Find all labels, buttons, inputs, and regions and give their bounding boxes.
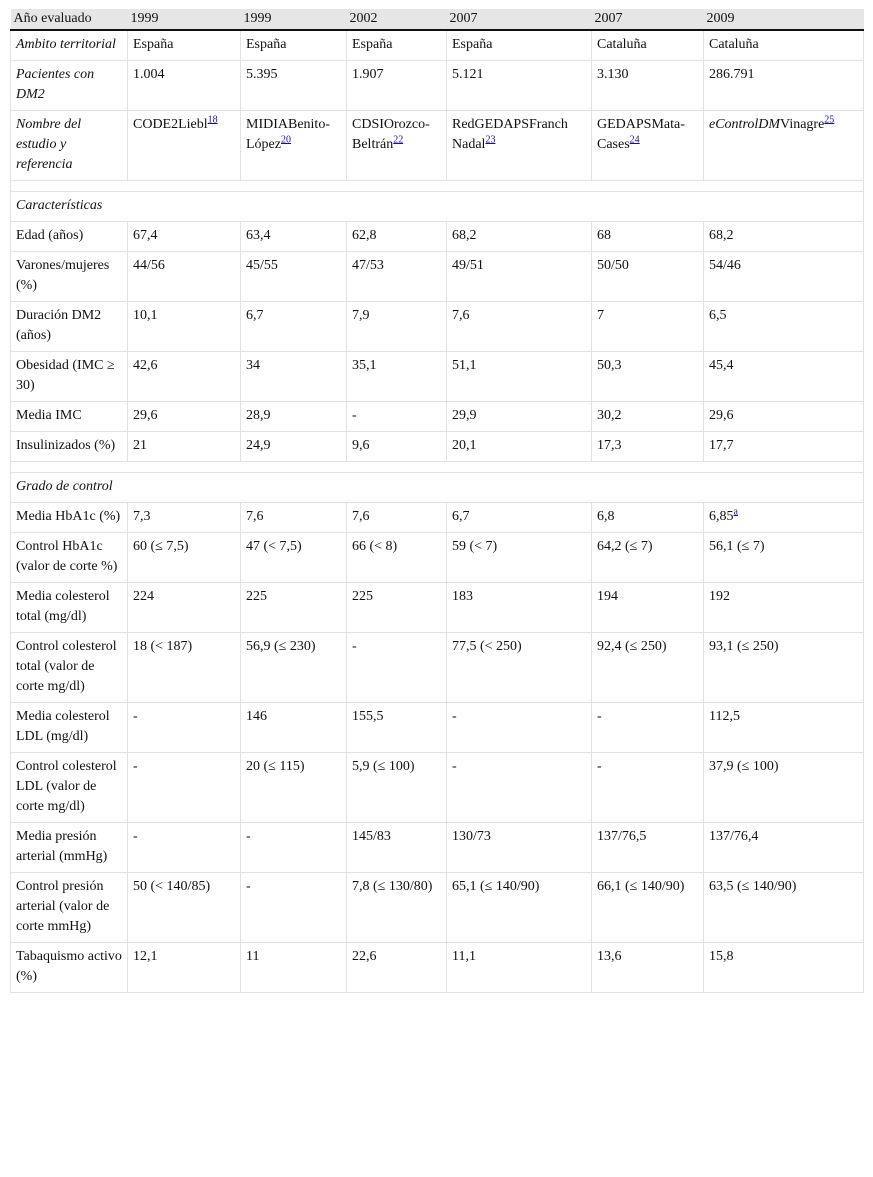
cell-value: 130/73 bbox=[452, 829, 491, 844]
cell-value: 51,1 bbox=[452, 358, 477, 373]
table-cell bbox=[592, 583, 704, 633]
spacer-row bbox=[11, 181, 864, 192]
table-cell bbox=[704, 873, 864, 943]
table-cell bbox=[128, 111, 241, 181]
cell-value: 68 bbox=[597, 228, 611, 243]
header-year: 1999 bbox=[128, 9, 241, 30]
cell-value: 3.130 bbox=[597, 67, 629, 82]
cell-value: 225 bbox=[352, 589, 373, 604]
table-cell bbox=[447, 30, 592, 61]
table-cell bbox=[347, 30, 447, 61]
table-cell bbox=[592, 222, 704, 252]
section-row bbox=[11, 192, 864, 222]
cell-value: - bbox=[246, 879, 251, 894]
table-cell bbox=[447, 222, 592, 252]
table-cell bbox=[241, 352, 347, 402]
row-label: Nombre del estudio y referencia bbox=[11, 111, 128, 181]
cell-value: - bbox=[352, 639, 357, 654]
cell-value: 6,8 bbox=[597, 509, 615, 524]
reference-sup bbox=[485, 134, 495, 145]
cell-value: 13,6 bbox=[597, 949, 622, 964]
cell-value: - bbox=[452, 709, 457, 724]
reference-sup bbox=[393, 134, 403, 145]
table-cell bbox=[704, 533, 864, 583]
table-cell bbox=[128, 252, 241, 302]
cell-value: 137/76,5 bbox=[597, 829, 647, 844]
cell-value: 29,6 bbox=[133, 408, 158, 423]
table-row bbox=[11, 61, 864, 111]
table-cell bbox=[241, 633, 347, 703]
cell-value: 47 (< 7,5) bbox=[246, 539, 302, 554]
cell-value: 63,4 bbox=[246, 228, 271, 243]
cell-value: 67,4 bbox=[133, 228, 158, 243]
cell-value: 54/46 bbox=[709, 258, 741, 273]
table-cell bbox=[241, 533, 347, 583]
table-cell bbox=[447, 703, 592, 753]
cell-value: 10,1 bbox=[133, 308, 158, 323]
table-cell bbox=[592, 402, 704, 432]
cell-value: 44/56 bbox=[133, 258, 165, 273]
table-cell bbox=[592, 753, 704, 823]
cell-value: 7,6 bbox=[452, 308, 470, 323]
cell-value: - bbox=[133, 709, 138, 724]
cell-value: 62,8 bbox=[352, 228, 377, 243]
cell-value: España bbox=[246, 37, 287, 52]
reference-link[interactable]: 18 bbox=[207, 114, 218, 126]
cell-value: 50,3 bbox=[597, 358, 622, 373]
cell-value: 6,85 bbox=[709, 509, 734, 524]
table-cell bbox=[347, 61, 447, 111]
table-cell bbox=[447, 402, 592, 432]
cell-value: 15,8 bbox=[709, 949, 734, 964]
footnote-link[interactable]: a bbox=[733, 506, 738, 518]
table-cell bbox=[347, 302, 447, 352]
cell-value: 92,4 (≤ 250) bbox=[597, 639, 667, 654]
table-cell bbox=[241, 222, 347, 252]
cell-value: 12,1 bbox=[133, 949, 158, 964]
cell-value: Cataluña bbox=[597, 37, 647, 52]
cell-value: 9,6 bbox=[352, 438, 370, 453]
table-cell bbox=[447, 753, 592, 823]
table-cell bbox=[704, 222, 864, 252]
table-cell bbox=[704, 943, 864, 993]
table-cell bbox=[128, 432, 241, 462]
table-cell bbox=[447, 633, 592, 703]
cell-value: 77,5 (< 250) bbox=[452, 639, 522, 654]
table-cell bbox=[241, 302, 347, 352]
reference-link[interactable]: 20 bbox=[280, 134, 291, 146]
table-cell bbox=[447, 302, 592, 352]
table-cell bbox=[241, 503, 347, 533]
cell-value: 112,5 bbox=[709, 709, 740, 724]
header-row bbox=[11, 9, 864, 30]
section-heading: Grado de control bbox=[11, 473, 864, 503]
cell-value: - bbox=[597, 709, 602, 724]
cell-value: 93,1 (≤ 250) bbox=[709, 639, 779, 654]
table-cell bbox=[447, 873, 592, 943]
table-cell bbox=[128, 823, 241, 873]
table-cell bbox=[128, 943, 241, 993]
table-cell bbox=[347, 943, 447, 993]
cell-value: 21 bbox=[133, 438, 147, 453]
table-cell bbox=[592, 111, 704, 181]
cell-value: 20 (≤ 115) bbox=[246, 759, 305, 774]
table-cell bbox=[447, 823, 592, 873]
cell-value: - bbox=[246, 829, 251, 844]
cell-value: España bbox=[352, 37, 393, 52]
header-year: 2002 bbox=[347, 9, 447, 30]
row-label: Ambito territorial bbox=[11, 30, 128, 61]
cell-value: 224 bbox=[133, 589, 154, 604]
footnote-sup bbox=[734, 506, 738, 517]
table-cell bbox=[592, 533, 704, 583]
table-row bbox=[11, 30, 864, 61]
table-cell bbox=[347, 703, 447, 753]
table-row bbox=[11, 402, 864, 432]
row-label: Media presión arterial (mmHg) bbox=[11, 823, 128, 873]
cell-value: 183 bbox=[452, 589, 473, 604]
table-cell bbox=[592, 302, 704, 352]
cell-value: 34 bbox=[246, 358, 260, 373]
row-label: Media HbA1c (%) bbox=[11, 503, 128, 533]
table-cell bbox=[241, 252, 347, 302]
table-cell bbox=[347, 583, 447, 633]
section-row bbox=[11, 473, 864, 503]
table-cell bbox=[592, 61, 704, 111]
cell-value: 49/51 bbox=[452, 258, 484, 273]
table-row bbox=[11, 583, 864, 633]
cell-value: 6,7 bbox=[452, 509, 470, 524]
table-cell bbox=[241, 30, 347, 61]
table-cell bbox=[241, 943, 347, 993]
cell-value: España bbox=[452, 37, 493, 52]
table-cell bbox=[704, 402, 864, 432]
cell-value: 1.004 bbox=[133, 67, 165, 82]
table-cell bbox=[347, 503, 447, 533]
table-cell bbox=[592, 633, 704, 703]
cell-value: 37,9 (≤ 100) bbox=[709, 759, 779, 774]
table-cell bbox=[704, 823, 864, 873]
header-year: 2007 bbox=[447, 9, 592, 30]
table-cell bbox=[241, 432, 347, 462]
reference-sup bbox=[208, 114, 218, 125]
diabetes-control-table bbox=[10, 9, 864, 993]
table-cell bbox=[704, 432, 864, 462]
cell-value: 56,9 (≤ 230) bbox=[246, 639, 316, 654]
table-cell bbox=[592, 873, 704, 943]
study-name: CDSIOrozco-Beltrán bbox=[352, 117, 430, 152]
cell-value: 145/83 bbox=[352, 829, 391, 844]
cell-value: 194 bbox=[597, 589, 618, 604]
cell-value: 20,1 bbox=[452, 438, 477, 453]
cell-value: 42,6 bbox=[133, 358, 158, 373]
cell-value: 29,6 bbox=[709, 408, 734, 423]
cell-value: 17,3 bbox=[597, 438, 622, 453]
table-row bbox=[11, 222, 864, 252]
cell-value: 47/53 bbox=[352, 258, 384, 273]
cell-value: 11 bbox=[246, 949, 260, 964]
table-row bbox=[11, 873, 864, 943]
table-cell bbox=[241, 753, 347, 823]
cell-value: 18 (< 187) bbox=[133, 639, 193, 654]
table-body bbox=[11, 30, 864, 993]
section-heading: Características bbox=[11, 192, 864, 222]
header-year: 1999 bbox=[241, 9, 347, 30]
table-cell bbox=[447, 352, 592, 402]
table-cell bbox=[241, 61, 347, 111]
reference-sup bbox=[281, 134, 291, 145]
cell-value: 192 bbox=[709, 589, 730, 604]
cell-value: Cataluña bbox=[709, 37, 759, 52]
cell-value: 5,9 (≤ 100) bbox=[352, 759, 415, 774]
cell-value: 45/55 bbox=[246, 258, 278, 273]
cell-value: 11,1 bbox=[452, 949, 476, 964]
table-cell bbox=[128, 352, 241, 402]
table-cell bbox=[592, 432, 704, 462]
table-cell bbox=[447, 533, 592, 583]
cell-value: 155,5 bbox=[352, 709, 384, 724]
cell-value: - bbox=[352, 408, 357, 423]
reference-link[interactable]: 24 bbox=[629, 134, 640, 146]
table-cell bbox=[128, 222, 241, 252]
cell-value: 17,7 bbox=[709, 438, 734, 453]
row-label: Control colesterol total (valor de corte mg/dl) bbox=[11, 633, 128, 703]
cell-value: 68,2 bbox=[709, 228, 734, 243]
row-label: Tabaquismo activo (%) bbox=[11, 943, 128, 993]
table-cell bbox=[241, 402, 347, 432]
cell-value: 5.395 bbox=[246, 67, 278, 82]
table-row bbox=[11, 703, 864, 753]
table-cell bbox=[704, 252, 864, 302]
cell-value: 65,1 (≤ 140/90) bbox=[452, 879, 540, 894]
cell-value: 6,7 bbox=[246, 308, 264, 323]
table-cell bbox=[592, 943, 704, 993]
table-cell bbox=[704, 111, 864, 181]
cell-value: 225 bbox=[246, 589, 267, 604]
spacer-cell bbox=[11, 181, 864, 192]
table-cell bbox=[704, 583, 864, 633]
row-label: Media IMC bbox=[11, 402, 128, 432]
cell-value: 7,8 (≤ 130/80) bbox=[352, 879, 433, 894]
table-cell bbox=[128, 633, 241, 703]
cell-value: 24,9 bbox=[246, 438, 271, 453]
cell-value: - bbox=[133, 829, 138, 844]
row-label: Varones/mujeres (%) bbox=[11, 252, 128, 302]
table-cell bbox=[128, 30, 241, 61]
table-container bbox=[10, 9, 863, 993]
cell-value: España bbox=[133, 37, 174, 52]
table-cell bbox=[704, 633, 864, 703]
row-label: Control colesterol LDL (valor de corte mg/dl) bbox=[11, 753, 128, 823]
table-cell bbox=[704, 61, 864, 111]
row-label: Media colesterol total (mg/dl) bbox=[11, 583, 128, 633]
table-cell bbox=[447, 252, 592, 302]
table-cell bbox=[128, 302, 241, 352]
row-label: Obesidad (IMC ≥ 30) bbox=[11, 352, 128, 402]
table-cell bbox=[592, 30, 704, 61]
row-label: Control presión arterial (valor de corte mmHg) bbox=[11, 873, 128, 943]
cell-value: - bbox=[452, 759, 457, 774]
table-cell bbox=[592, 703, 704, 753]
spacer-row bbox=[11, 462, 864, 473]
cell-value: 64,2 (≤ 7) bbox=[597, 539, 653, 554]
table-cell bbox=[128, 873, 241, 943]
cell-value: 7,3 bbox=[133, 509, 151, 524]
cell-value: 45,4 bbox=[709, 358, 734, 373]
cell-value: 137/76,4 bbox=[709, 829, 759, 844]
study-name: GEDAPSMata-Cases bbox=[597, 117, 685, 152]
header-year: 2007 bbox=[592, 9, 704, 30]
cell-value: 7,9 bbox=[352, 308, 370, 323]
table-cell bbox=[347, 823, 447, 873]
table-row bbox=[11, 633, 864, 703]
table-cell bbox=[447, 432, 592, 462]
table-cell bbox=[447, 61, 592, 111]
cell-value: 28,9 bbox=[246, 408, 271, 423]
table-cell bbox=[128, 753, 241, 823]
table-cell bbox=[704, 753, 864, 823]
table-cell bbox=[128, 402, 241, 432]
study-name-italic: eControlDM bbox=[709, 117, 781, 132]
cell-value: - bbox=[597, 759, 602, 774]
table-cell bbox=[704, 703, 864, 753]
table-cell bbox=[347, 432, 447, 462]
table-cell bbox=[347, 252, 447, 302]
cell-value: 50/50 bbox=[597, 258, 629, 273]
table-row bbox=[11, 352, 864, 402]
table-cell bbox=[347, 873, 447, 943]
table-cell bbox=[592, 352, 704, 402]
table-cell bbox=[704, 503, 864, 533]
table-cell bbox=[592, 503, 704, 533]
table-cell bbox=[347, 402, 447, 432]
study-name: Vinagre bbox=[780, 117, 825, 132]
cell-value: - bbox=[133, 759, 138, 774]
table-cell bbox=[347, 633, 447, 703]
table-row bbox=[11, 533, 864, 583]
study-name: MIDIABenito-López bbox=[246, 117, 330, 152]
table-cell bbox=[128, 61, 241, 111]
cell-value: 63,5 (≤ 140/90) bbox=[709, 879, 797, 894]
cell-value: 7 bbox=[597, 308, 604, 323]
table-cell bbox=[447, 111, 592, 181]
table-row bbox=[11, 823, 864, 873]
table-row bbox=[11, 302, 864, 352]
cell-value: 60 (≤ 7,5) bbox=[133, 539, 189, 554]
table-cell bbox=[347, 111, 447, 181]
table-cell bbox=[447, 503, 592, 533]
table-cell bbox=[128, 583, 241, 633]
table-cell bbox=[241, 873, 347, 943]
cell-value: 1.907 bbox=[352, 67, 384, 82]
table-cell bbox=[347, 352, 447, 402]
cell-value: 22,6 bbox=[352, 949, 377, 964]
cell-value: 146 bbox=[246, 709, 267, 724]
table-cell bbox=[704, 302, 864, 352]
table-cell bbox=[128, 503, 241, 533]
table-cell bbox=[447, 943, 592, 993]
cell-value: 5.121 bbox=[452, 67, 484, 82]
cell-value: 56,1 (≤ 7) bbox=[709, 539, 765, 554]
table-cell bbox=[592, 823, 704, 873]
cell-value: 30,2 bbox=[597, 408, 622, 423]
table-row bbox=[11, 432, 864, 462]
reference-link[interactable]: 22 bbox=[393, 134, 404, 146]
table-cell bbox=[241, 703, 347, 753]
table-cell bbox=[347, 222, 447, 252]
cell-value: 29,9 bbox=[452, 408, 477, 423]
study-name: RedGEDAPSFranch Nadal bbox=[452, 117, 568, 152]
cell-value: 68,2 bbox=[452, 228, 477, 243]
table-cell bbox=[241, 583, 347, 633]
row-label: Edad (años) bbox=[11, 222, 128, 252]
reference-link[interactable]: 25 bbox=[824, 114, 835, 126]
table-cell bbox=[347, 753, 447, 823]
reference-link[interactable]: 23 bbox=[485, 134, 496, 146]
table-cell bbox=[128, 703, 241, 753]
table-cell bbox=[704, 30, 864, 61]
row-label: Control HbA1c (valor de corte %) bbox=[11, 533, 128, 583]
cell-value: 35,1 bbox=[352, 358, 377, 373]
header-year-label: Año evaluado bbox=[11, 9, 128, 30]
spacer-cell bbox=[11, 462, 864, 473]
table-cell bbox=[128, 533, 241, 583]
table-cell bbox=[241, 823, 347, 873]
row-label: Media colesterol LDL (mg/dl) bbox=[11, 703, 128, 753]
header-year: 2009 bbox=[704, 9, 864, 30]
table-cell bbox=[592, 252, 704, 302]
table-row bbox=[11, 111, 864, 181]
reference-sup bbox=[824, 114, 834, 125]
cell-value: 59 (< 7) bbox=[452, 539, 498, 554]
cell-value: 6,5 bbox=[709, 308, 727, 323]
reference-sup bbox=[630, 134, 640, 145]
row-label: Pacientes con DM2 bbox=[11, 61, 128, 111]
row-label: Insulinizados (%) bbox=[11, 432, 128, 462]
cell-value: 286.791 bbox=[709, 67, 755, 82]
cell-value: 7,6 bbox=[246, 509, 264, 524]
table-row bbox=[11, 753, 864, 823]
table-cell bbox=[347, 533, 447, 583]
cell-value: 50 (< 140/85) bbox=[133, 879, 211, 894]
cell-value: 66 (< 8) bbox=[352, 539, 398, 554]
table-cell bbox=[704, 352, 864, 402]
table-row bbox=[11, 252, 864, 302]
cell-value: 66,1 (≤ 140/90) bbox=[597, 879, 685, 894]
cell-value: 7,6 bbox=[352, 509, 370, 524]
study-name: CODE2Liebl bbox=[133, 117, 208, 132]
row-label: Duración DM2 (años) bbox=[11, 302, 128, 352]
table-row bbox=[11, 503, 864, 533]
table-cell bbox=[447, 583, 592, 633]
table-cell bbox=[241, 111, 347, 181]
table-row bbox=[11, 943, 864, 993]
